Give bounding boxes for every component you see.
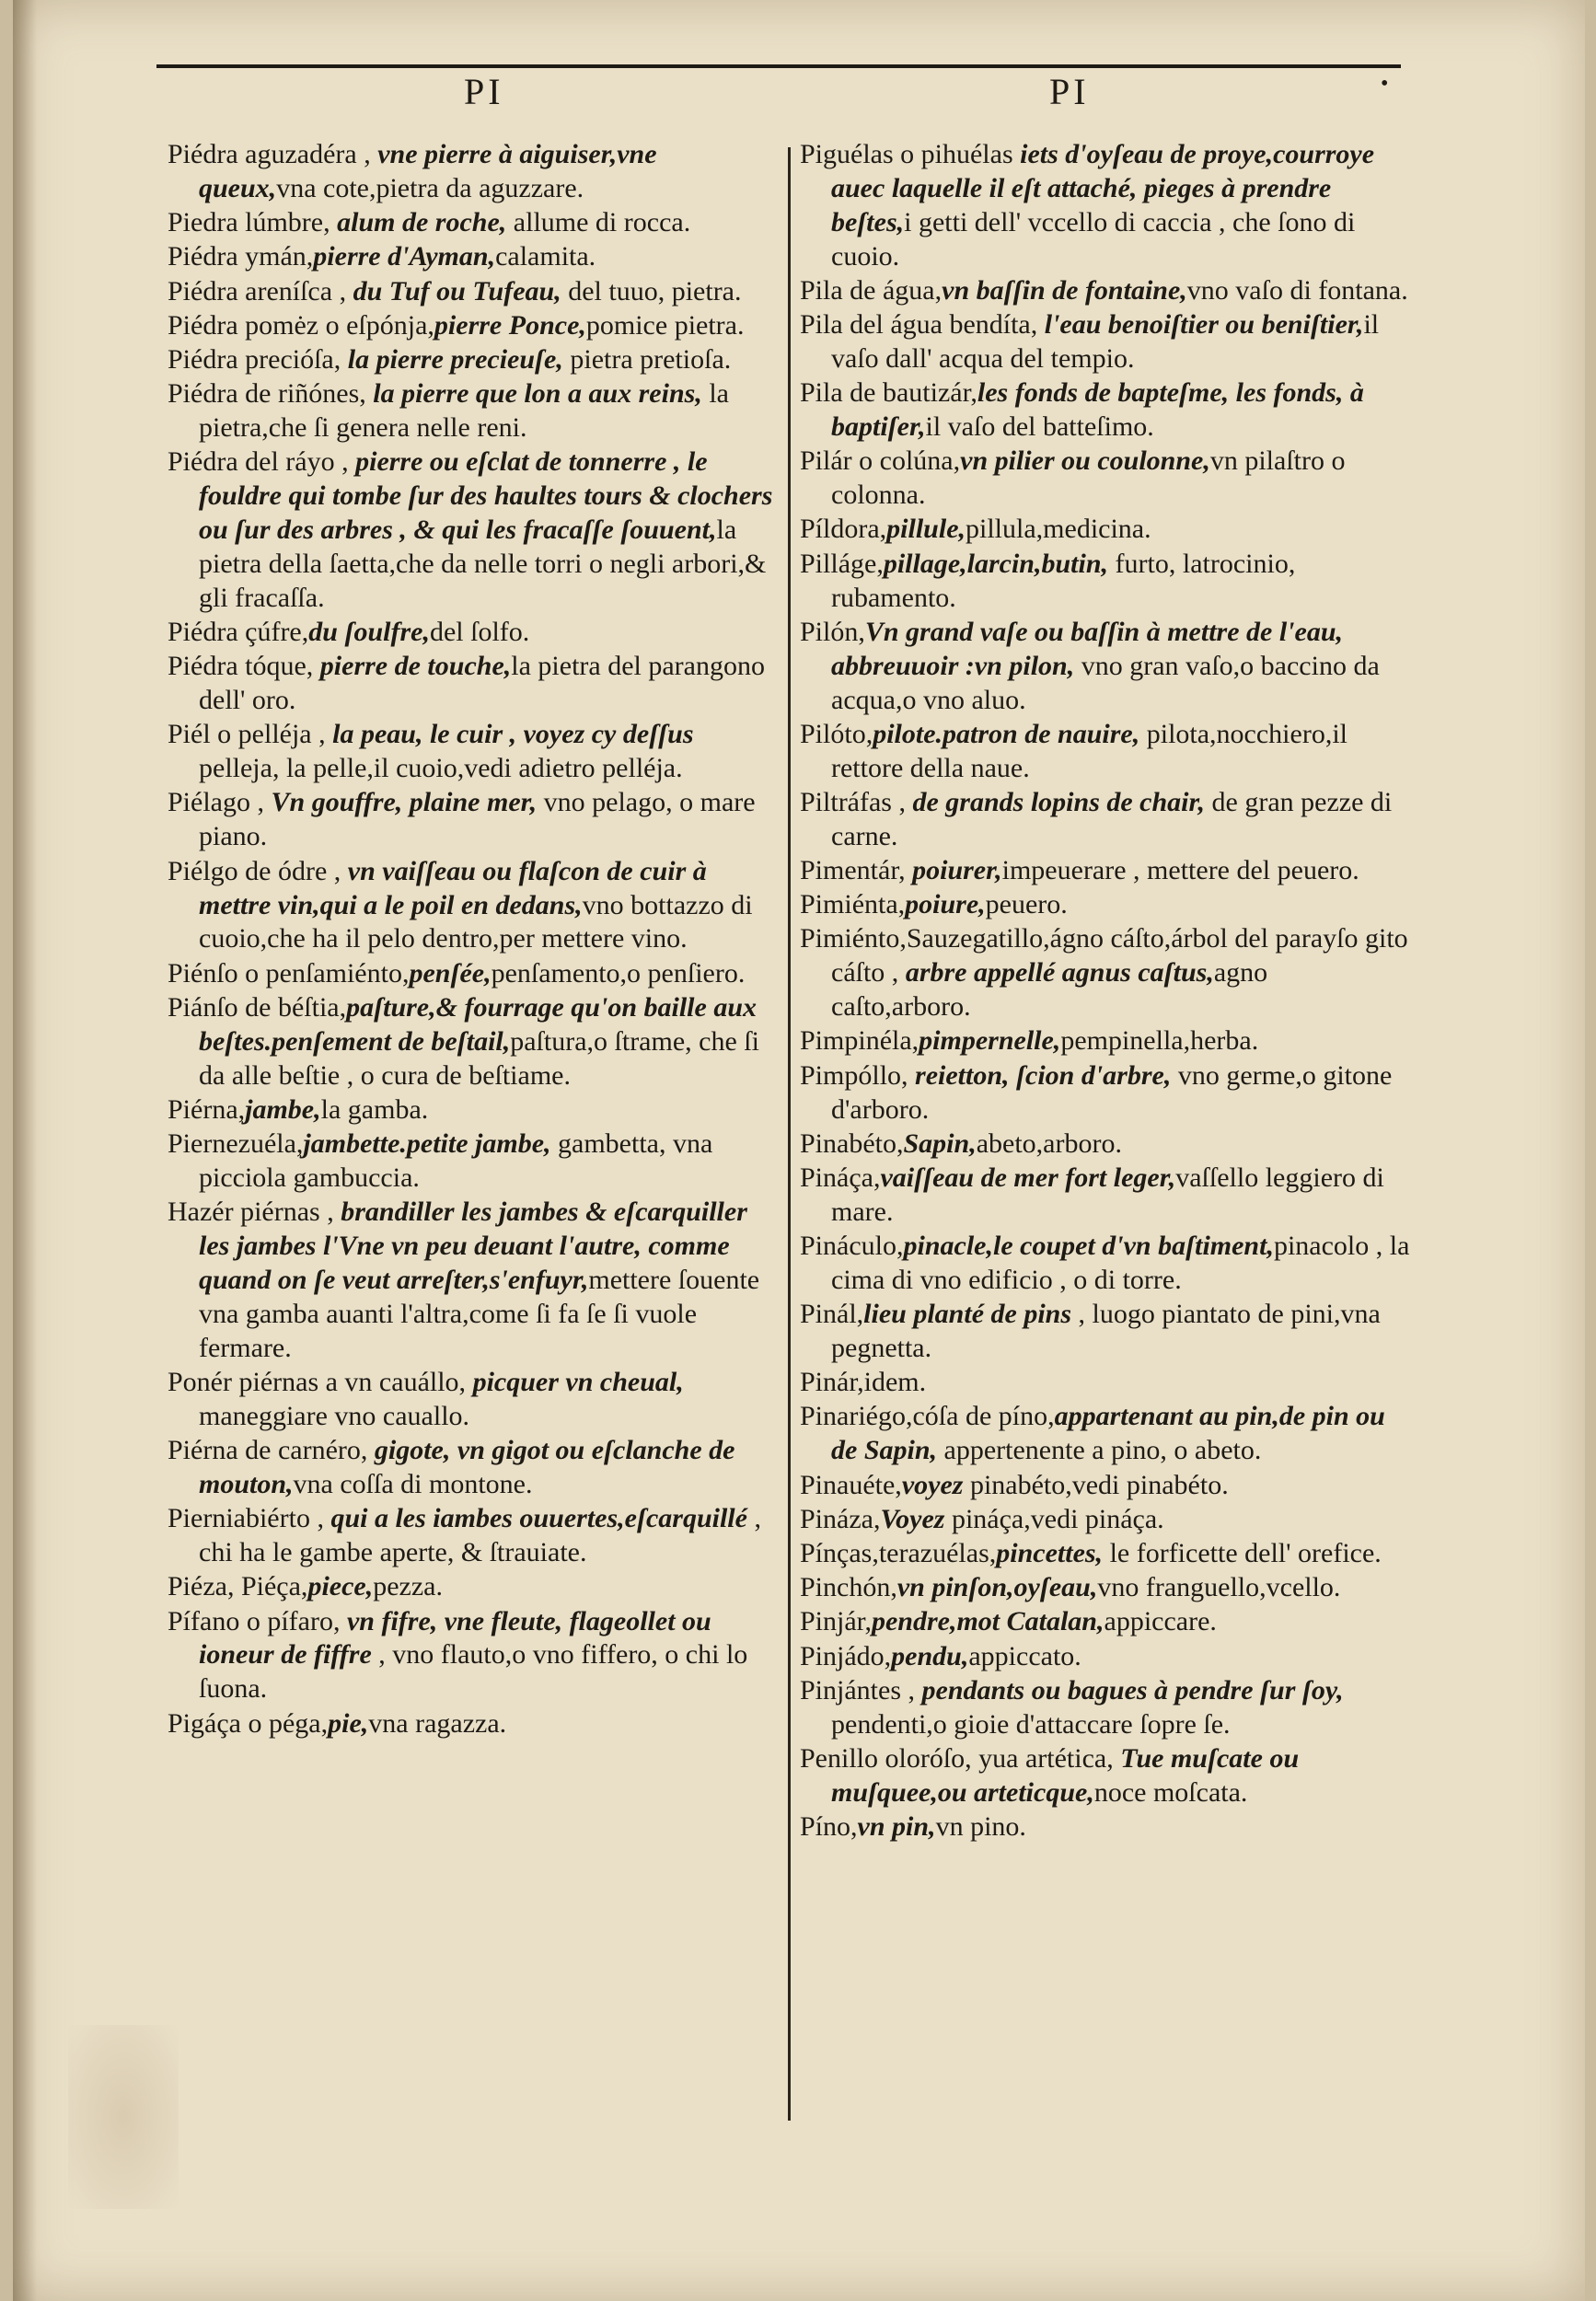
italian-gloss: appiccato. (968, 1640, 1081, 1671)
french-gloss: poiure, (905, 889, 986, 920)
dictionary-entry (800, 1024, 1412, 1058)
italian-gloss: mettere ſouente vna gamba auanti l'altra,come ſi fa ſe ſi vuole fermare. (199, 1264, 760, 1363)
spanish-headword: Piélago , (168, 787, 272, 818)
dictionary-entry (800, 1298, 1412, 1366)
dictionary-entry (800, 1810, 1412, 1844)
french-gloss: voyez (901, 1469, 964, 1500)
french-gloss: piece, (307, 1571, 374, 1602)
running-head-left: PI (464, 71, 504, 112)
dictionary-entry (800, 138, 1412, 274)
french-gloss: pincettes, (996, 1537, 1104, 1568)
dictionary-entry (800, 1059, 1412, 1127)
dictionary-entry (168, 138, 775, 206)
spanish-headword: Hazér piérnas , (168, 1197, 341, 1228)
spanish-headword: Pierniabiérto , (168, 1503, 331, 1534)
french-gloss: Vn grand vaſe ou baſſin à mettre de l'eau, abbreuuoir :vn pilon, (831, 616, 1344, 681)
spanish-headword: Pilláge, (800, 548, 884, 579)
dictionary-entry (800, 1366, 1412, 1400)
italian-gloss: appertenente a pino, o abeto. (937, 1435, 1262, 1466)
spanish-headword: Pináza, (800, 1503, 881, 1534)
spanish-headword: Pinauéte, (800, 1469, 902, 1500)
italian-gloss: vaſſello leggiero di mare. (831, 1162, 1384, 1227)
spanish-headword: Pilón, (800, 616, 865, 647)
italian-gloss: del ſolfo. (429, 617, 530, 648)
french-gloss: Voyez (880, 1503, 945, 1534)
italian-gloss: appiccare. (1104, 1606, 1217, 1637)
dictionary-entry (168, 1366, 775, 1434)
dictionary-entry (800, 548, 1412, 616)
italian-gloss: pilota,nocchiero,il rettore della naue. (831, 718, 1347, 783)
french-gloss: la pierre que lon a aux reins, (373, 378, 702, 410)
french-gloss: vn fifre, vne fleute, flageollet ou ioneur de fiffre (199, 1605, 711, 1671)
spanish-headword: Ponér piérnas a vn cauállo, (168, 1366, 473, 1397)
french-gloss: vn pilier ou coulonne, (960, 445, 1210, 477)
spanish-headword: Pinár, (800, 1367, 864, 1398)
italian-gloss: il vaſo dall' acqua del tempio. (831, 309, 1380, 375)
spanish-headword: Pilár o colúna, (800, 445, 961, 477)
dictionary-entry (800, 513, 1412, 547)
spanish-headword: Píno, (800, 1811, 858, 1843)
spanish-headword: Piguélas o pihuélas (800, 139, 1021, 169)
french-gloss: vaiſſeau de mer fort leger, (880, 1162, 1176, 1193)
spanish-headword: Piédra aguzadéra , (168, 139, 378, 169)
italian-gloss: abeto,arboro. (976, 1127, 1122, 1159)
dictionary-entry (168, 275, 775, 309)
italian-gloss: la pietra,che ſi genera nelle reni. (199, 378, 729, 444)
french-gloss: pendants ou bagues à pendre ſur ſoy, (921, 1674, 1344, 1706)
spanish-headword: Pinariégo,cóſa de píno, (800, 1401, 1055, 1432)
dictionary-entry (168, 445, 775, 616)
spanish-headword: Piltráfas , (800, 786, 913, 817)
spanish-headword: Pífano o pífaro, (168, 1605, 347, 1636)
italian-gloss: paſtura,o ſtrame, che ſi da alle beſtie , o cura de beſtiame. (199, 1025, 759, 1091)
spanish-headword: Pinchón, (800, 1572, 897, 1603)
french-gloss: Vn gouffre, plaine mer, (271, 787, 538, 818)
italian-gloss: furto, latrocinio, rubamento. (831, 548, 1296, 613)
spanish-headword: Piédra tóque, (168, 651, 320, 682)
dictionary-entry (168, 1196, 775, 1366)
french-gloss: arbre appellé agnus caſtus, (905, 957, 1214, 989)
italian-gloss: vno franguello,vcello. (1097, 1572, 1341, 1603)
dictionary-entry (168, 786, 775, 854)
dictionary-entry (800, 1605, 1412, 1639)
dictionary-entry (800, 1469, 1412, 1503)
italian-gloss: vno bottazzo di cuoio,che ha il pelo dentro,per mettere vino. (199, 889, 753, 954)
italian-gloss: il vaſo del batteſimo. (925, 411, 1154, 443)
dictionary-entry (800, 1400, 1412, 1468)
italian-gloss: pempinella,herba. (1060, 1025, 1259, 1057)
spanish-headword: Piédra çúfre, (168, 617, 309, 648)
dictionary-entry (168, 1605, 775, 1707)
french-gloss: les fonds de bapteſme, les fonds, à baptiſer, (831, 377, 1364, 443)
french-gloss: pendu, (891, 1640, 969, 1671)
dictionary-entry (800, 1162, 1412, 1230)
italian-gloss: , vno flauto,o vno fiffero, o chi lo ſuona. (199, 1639, 748, 1705)
italian-gloss: , chi ha le gambe aperte, & ſtrauiate. (199, 1503, 761, 1568)
dictionary-entry (168, 206, 775, 240)
french-gloss: vn vaiſſeau ou flaſcon de cuir à mettre vin,qui a le poil en dedans, (199, 855, 707, 920)
french-gloss: vn pin, (857, 1811, 936, 1843)
italian-gloss: pillula,medicina. (966, 514, 1151, 545)
italian-gloss: vna coſſa di montone. (293, 1468, 533, 1499)
dictionary-entry (168, 957, 775, 991)
dictionary-entry (800, 1537, 1412, 1571)
dictionary-page (13, 0, 1585, 2301)
paper-stain (68, 2025, 179, 2209)
spanish-headword: Piédra pomėz o eſpónja, (168, 309, 434, 341)
right-column (800, 138, 1412, 1844)
spanish-headword: Piédra areníſca , (168, 275, 353, 306)
italian-gloss: i getti dell' vccello di caccia , che ſono di cuoio. (831, 206, 1356, 272)
spanish-headword: Piélgo de ódre , (168, 855, 348, 886)
french-gloss: vn baſſin de fontaine, (942, 274, 1187, 306)
left-column (168, 138, 775, 1741)
dictionary-entry (168, 650, 775, 718)
spanish-headword: Pinjádo, (800, 1640, 892, 1671)
spanish-headword: Piédra de riñónes, (168, 378, 374, 410)
italian-gloss: de gran pezze di carne. (831, 786, 1393, 851)
italian-gloss: pietra pretioſa. (562, 343, 732, 375)
dictionary-entry (800, 1674, 1412, 1742)
spanish-headword: Pimiénto,Sauzegatillo,ágno cáſto,árbol del parayſo gito cáſto , (800, 923, 1408, 989)
italian-gloss: gambetta, vna picciola gambuccia. (199, 1128, 713, 1193)
dictionary-entry (800, 1503, 1412, 1537)
spanish-headword: Pináça, (800, 1162, 881, 1193)
spanish-headword: Pigáça o péga, (168, 1707, 329, 1739)
italian-gloss: vna cote,pietra da aguzzare. (276, 172, 584, 203)
spanish-headword: Piéza, Piéça, (168, 1571, 308, 1602)
dictionary-entry (168, 309, 775, 343)
spanish-headword: Pila del água bendíta, (800, 309, 1045, 341)
french-gloss: poiurer, (912, 855, 1002, 885)
spanish-headword: Pimentár, (800, 855, 913, 885)
french-gloss: Sapin, (903, 1127, 977, 1159)
italian-gloss: pinacolo , la cima di vno edificio , o di torre. (831, 1231, 1410, 1295)
dictionary-entry (168, 1707, 775, 1741)
column-divider (788, 147, 791, 2121)
italian-gloss: pomice pietra. (585, 309, 745, 341)
french-gloss: pilote.patron de nauire, (873, 718, 1140, 749)
dictionary-entry (800, 616, 1412, 718)
spanish-headword: Piérna de carnéro, (168, 1435, 375, 1466)
dictionary-entry (800, 445, 1412, 513)
italian-gloss: allume di rocca. (506, 207, 691, 238)
italian-gloss: pezza. (373, 1571, 443, 1602)
french-gloss: reietton, ſcion d'arbre, (915, 1059, 1172, 1091)
italian-gloss: maneggiare vno cauallo. (199, 1400, 470, 1431)
french-gloss: vn pinſon,oyſeau, (896, 1572, 1098, 1603)
dictionary-entry (800, 1640, 1412, 1674)
french-gloss: lieu planté de pins (863, 1299, 1072, 1330)
french-gloss: la peau, le cuir , voyez cy deſſus (332, 719, 694, 750)
italian-gloss: vno germe,o gitone d'arboro. (831, 1059, 1393, 1125)
spanish-headword: Piédra ymán, (168, 241, 314, 272)
spanish-headword: Pilóto, (800, 718, 873, 749)
italian-gloss: calamita. (495, 241, 596, 272)
italian-gloss: la gamba. (320, 1093, 429, 1125)
italian-gloss: peuero. (985, 889, 1068, 920)
french-gloss: Tue muſcate ou muſquee,ou arteticque, (831, 1742, 1300, 1808)
french-gloss: alum de roche, (337, 207, 507, 238)
spanish-headword: Piédra precióſa, (168, 343, 348, 375)
french-gloss: la pierre precieuſe, (347, 343, 563, 375)
italian-gloss: vna ragazza. (368, 1707, 507, 1739)
french-gloss: gigote, vn gigot ou eſclanche de mouton, (199, 1435, 735, 1499)
italian-gloss: la pietra della ſaetta,che da nelle torri o negli arbori,& gli fracaſſa. (199, 515, 767, 613)
french-gloss: pierre Ponce, (434, 309, 586, 341)
dictionary-entry (800, 718, 1412, 786)
dictionary-entry (800, 308, 1412, 376)
french-gloss: pierre de touche, (319, 651, 512, 682)
italian-gloss: del tuuo, pietra. (561, 275, 742, 306)
dictionary-entry (168, 855, 775, 957)
spanish-headword: Pila de água, (800, 274, 943, 306)
italian-gloss: , luogo piantato de pini,vna pegnetta. (831, 1299, 1381, 1364)
dictionary-entry (800, 274, 1412, 308)
french-gloss: pimpernelle, (919, 1025, 1061, 1057)
french-gloss: du ſoulfre, (308, 617, 430, 648)
italian-gloss: impeuerare , mettere del peuero. (1001, 855, 1359, 885)
italian-gloss: penſamento,o penſiero. (491, 957, 746, 989)
dictionary-entry (800, 854, 1412, 888)
french-gloss: jambe, (245, 1093, 321, 1125)
italian-gloss: idem. (863, 1367, 927, 1398)
dictionary-entry (168, 991, 775, 1093)
spanish-headword: Pimpóllo, (800, 1059, 916, 1091)
french-gloss: appartenant au pin,de pin ou de Sapin, (831, 1401, 1385, 1466)
italian-gloss: vno pelago, o mare piano. (199, 787, 756, 852)
dictionary-entry (800, 786, 1412, 854)
dictionary-entry (168, 1570, 775, 1604)
spanish-headword: Pinjár, (800, 1606, 872, 1637)
french-gloss: pillule, (886, 514, 966, 545)
dictionary-entry (168, 1093, 775, 1127)
french-gloss: pierre ou eſclat de tonnerre , le fouldre qui tombe ſur des haultes tours & clochers ou ſur des arbres , & qui les fracaſſe ſouuent, (199, 446, 773, 546)
french-gloss: picquer vn cheual, (472, 1366, 684, 1397)
dictionary-entry (168, 240, 775, 274)
spanish-headword: Piernezuéla, (168, 1128, 304, 1160)
french-gloss: pinacle,le coupet d'vn baſtiment, (903, 1231, 1274, 1262)
italian-gloss: pendenti,o gioie d'attaccare ſopre ſe. (831, 1708, 1231, 1740)
dictionary-entry (800, 922, 1412, 1024)
spanish-headword: Pináculo, (800, 1231, 904, 1262)
dictionary-entry (800, 1742, 1412, 1810)
spanish-headword: Pinabéto, (800, 1127, 904, 1159)
spanish-headword: Piánſo de béſtia, (168, 991, 347, 1023)
dictionary-entry (800, 1230, 1412, 1298)
dictionary-entry (168, 377, 775, 445)
italian-gloss: pinabéto,vedi pinabéto. (963, 1469, 1229, 1500)
top-rule (156, 64, 1401, 68)
french-gloss: paſture,& fourrage qu'on baille aux beſtes.penſement de beſtail, (199, 991, 758, 1057)
spanish-headword: Pimiénta, (800, 889, 906, 920)
spanish-headword: Piedra lúmbre, (168, 207, 338, 238)
french-gloss: iets d'oyſeau de proye,courroye auec laquelle il eſt attaché, pieges à prendre beſtes, (831, 139, 1375, 237)
dictionary-entry (168, 616, 775, 650)
spanish-headword: Piédra del ráyo , (168, 446, 356, 478)
running-head-right: PI • (1049, 70, 1090, 113)
french-gloss: pierre d'Ayman, (313, 241, 496, 272)
dictionary-entry (168, 1434, 775, 1502)
spanish-headword: Píldora, (800, 514, 887, 545)
italian-gloss: noce moſcata. (1093, 1776, 1248, 1808)
dictionary-entry (168, 1127, 775, 1196)
spanish-headword: Piél o pelléja , (168, 719, 333, 750)
dictionary-entry (800, 888, 1412, 922)
french-gloss: brandiller les jambes & eſcarquiller les jambes l'Vne vn peu deuant l'autre, comme quand on ſe veut arreſter,s'enfuyr, (199, 1197, 747, 1295)
italian-gloss: le forficette dell' orefice. (1103, 1537, 1382, 1568)
french-gloss: penſée, (409, 957, 492, 989)
french-gloss: l'eau benoiſtier ou beniſtier, (1044, 309, 1364, 341)
spanish-headword: Pinál, (800, 1299, 864, 1330)
dictionary-entry (800, 1127, 1412, 1162)
french-gloss: qui a les iambes ouuertes,eſcarquillé (330, 1503, 747, 1534)
french-gloss: pie, (328, 1707, 369, 1739)
spanish-headword: Piérna, (168, 1093, 246, 1125)
italian-gloss: vn pino. (935, 1811, 1026, 1843)
spanish-headword: Pimpinéla, (800, 1025, 919, 1057)
italian-gloss: pelleja, la pelle,il cuoio,vedi adietro pelléja. (199, 753, 683, 784)
french-gloss: pendre,mot Catalan, (871, 1606, 1104, 1637)
dictionary-entry (168, 343, 775, 377)
italian-gloss: vno gran vaſo,o baccino da acqua,o vno aluo. (831, 650, 1380, 715)
italian-gloss: vno vaſo di fontana. (1186, 274, 1408, 306)
italian-gloss: agno caſto,arboro. (831, 957, 1268, 1023)
italian-gloss: la pietra del parangono dell' oro. (199, 651, 765, 716)
italian-gloss: pináça,vedi pináça. (944, 1503, 1164, 1534)
french-gloss: vne pierre à aiguiser,vne queux, (199, 139, 657, 203)
italian-gloss: vn pilaſtro o colonna. (831, 445, 1346, 511)
spanish-headword: Penillo oloróſo, yua artética, (800, 1742, 1121, 1774)
french-gloss: jambette.petite jambe, (303, 1128, 551, 1160)
spanish-headword: Pinjántes , (800, 1674, 922, 1706)
french-gloss: pillage,larcin,butin, (883, 548, 1109, 579)
spanish-headword: Pila de bautizár, (800, 377, 977, 409)
dictionary-entry (800, 376, 1412, 445)
dictionary-entry (800, 1571, 1412, 1605)
dictionary-entry (168, 1502, 775, 1570)
dictionary-entry (168, 718, 775, 786)
spanish-headword: Piénſo o penſamiénto, (168, 957, 410, 989)
french-gloss: du Tuf ou Tufeau, (353, 275, 561, 306)
french-gloss: de grands lopins de chair, (912, 786, 1206, 817)
spanish-headword: Pínças,terazuélas, (800, 1537, 997, 1568)
